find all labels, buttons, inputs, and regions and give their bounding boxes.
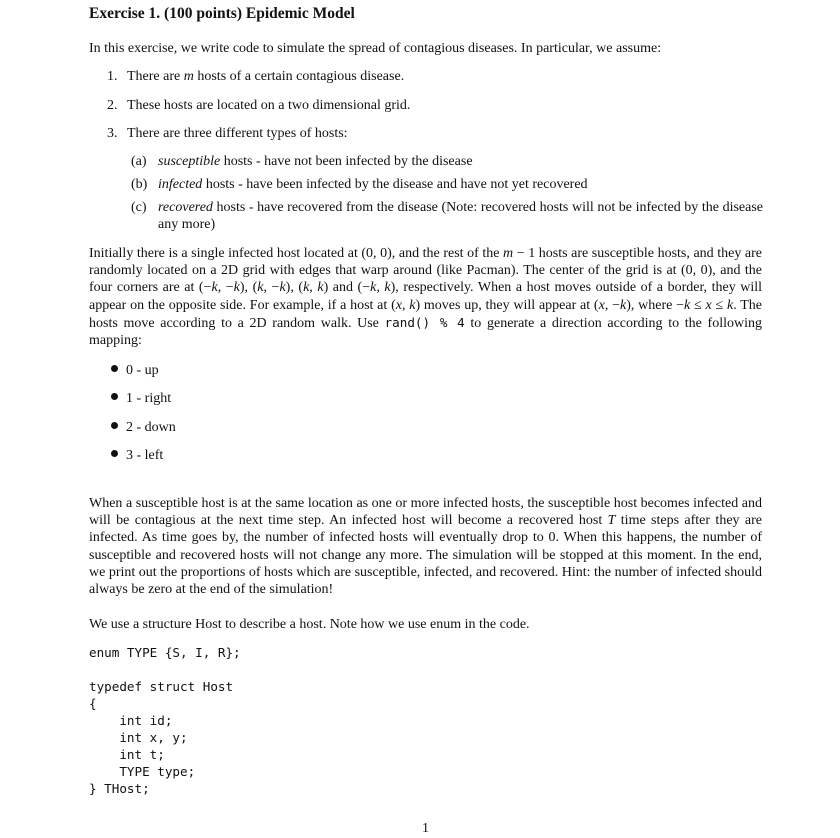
- assumption-item-1: [107, 68, 404, 85]
- direction-item-up: 0 - up: [111, 362, 159, 379]
- host-type-label: (a): [131, 154, 147, 169]
- assumption-text: These hosts are located on a two dimensional grid.: [127, 98, 411, 113]
- struct-code-block: typedef struct Host { int id; int x, y; int t; TYPE type; } THost;: [89, 679, 234, 796]
- host-type-term: susceptible: [158, 154, 221, 169]
- host-type-susceptible: [131, 153, 763, 170]
- bullet-icon: [111, 365, 118, 372]
- bullet-icon: [111, 450, 118, 457]
- intro-paragraph: In this exercise, we write code to simulate the spread of contagious diseases. In particular, we assume:: [89, 41, 662, 56]
- host-type-infected: [131, 176, 763, 193]
- host-type-desc: hosts - have been infected by the disease and have not yet recovered: [202, 177, 588, 192]
- assumption-number: 2.: [107, 98, 118, 113]
- host-type-term: infected: [158, 177, 203, 192]
- assumption-number: 1.: [107, 69, 118, 84]
- direction-item-down: 2 - down: [111, 419, 176, 436]
- assumption-item-2: [107, 97, 410, 114]
- assumption-number: 3.: [107, 126, 118, 141]
- host-type-label: (c): [131, 200, 147, 215]
- direction-item-right: 1 - right: [111, 390, 171, 407]
- bullet-icon: [111, 393, 118, 400]
- bullet-icon: [111, 422, 118, 429]
- rand-code-snippet: rand() % 4: [384, 314, 465, 330]
- page-number: 1: [422, 821, 429, 836]
- grid-description-paragraph: Initially there is a single infected host located at (0, 0), and the rest of the m − 1 hosts are susceptible hosts, and they are randomly located on a 2D grid with edges that warp around (like Pacman). The center of the grid is at (0, 0), and the four corners are at (−k, −k), (k, −k), (k, k) and (−k, k), respectively. When a host moves outside of a border, they will appear on the opposite side. For example, if a host at (x, k) moves up, they will appear at (x, −k), where −k ≤ x ≤ k. The hosts move according to a 2D random walk. Use rand() % 4 to generate a direction according to the following mapping:: [89, 246, 763, 349]
- exercise-title: Exercise 1. (100 points) Epidemic Model: [89, 5, 355, 22]
- host-type-recovered: [131, 199, 763, 233]
- assumption-text: hosts of a certain contagious disease.: [193, 69, 405, 84]
- infection-rules-paragraph: When a susceptible host is at the same location as one or more infected hosts, the susceptible host becomes infected and will be contagious at the next time step. An infected host will become a recovered host T time steps after they are infected. As time goes by, the number of infected hosts will eventually drop to 0. When this happens, the number of susceptible and recovered hosts will not change any more. The simulation will be stopped at this moment. In the end, we print out the proportions of hosts which are susceptible, infected, and recovered. Hint: the number of infected should always be zero at the end of the simulation!: [89, 496, 762, 598]
- host-type-desc: hosts - have recovered from the disease (Note: recovered hosts will not be infected by the disease any more): [158, 200, 763, 232]
- variable-m: m: [183, 69, 194, 84]
- host-type-term: recovered: [158, 200, 213, 215]
- assumption-text: There are three different types of hosts:: [127, 126, 348, 141]
- direction-item-left: 3 - left: [111, 447, 163, 464]
- enum-code-block: enum TYPE {S, I, R};: [89, 645, 241, 660]
- structure-intro-paragraph: We use a structure Host to describe a host. Note how we use enum in the code.: [89, 617, 530, 632]
- assumption-text: There are: [127, 69, 184, 84]
- host-type-desc: hosts - have not been infected by the disease: [220, 154, 473, 169]
- host-type-label: (b): [131, 177, 148, 192]
- assumption-item-3: [107, 125, 348, 142]
